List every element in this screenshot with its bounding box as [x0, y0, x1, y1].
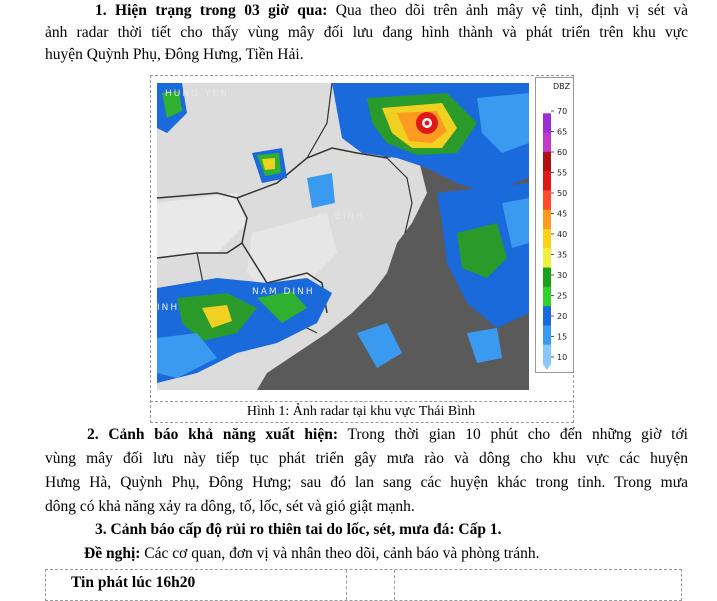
- scale-arrow-icon: [543, 364, 551, 370]
- section1-line1-text: Qua theo dõi trên ảnh mây vệ tinh, định vị sét và: [335, 2, 689, 19]
- section1-heading: 1. Hiện trạng trong 03 giờ qua:: [95, 2, 328, 19]
- scale-color-segment: [543, 113, 551, 133]
- scale-unit: DBZ: [553, 82, 571, 91]
- footer-table: [45, 569, 682, 601]
- section3-heading-text: 3. Cảnh báo cấp độ rủi ro thiên tai do lốc, sét, mưa đá: Cấp 1.: [95, 521, 502, 538]
- figure-caption: Hình 1: Ảnh radar tại khu vực Thái Bình: [150, 401, 572, 422]
- scale-tick-label: 40: [557, 230, 568, 239]
- label-ninh: INH: [157, 303, 180, 313]
- label-ha-nam: A NAM: [157, 202, 197, 212]
- recommendation-line: [84, 543, 688, 565]
- section3-heading: [95, 519, 688, 541]
- scale-tick-label: 55: [557, 168, 568, 178]
- section2-line2: vùng mây đối lưu này tiếp tục phát triển gây mưa rào và dông cho khu vực các huyện: [45, 450, 688, 467]
- scale-color-segment: [543, 190, 551, 210]
- section1-line2: ảnh radar thời tiết cho thấy vùng mây đối lưu đang hình thành và phát triển trên khu vực: [45, 24, 688, 41]
- recommendation-text: Các cơ quan, đơn vị và nhân theo dõi, cảnh báo và phòng tránh.: [144, 545, 540, 562]
- section2-line1-text: Trong thời gian 10 phút cho đến những giờ tới: [347, 426, 688, 443]
- scale-tick-label: 10: [557, 353, 568, 362]
- scale-tick-label: 20: [557, 312, 568, 321]
- scale-color-segment: [543, 325, 551, 345]
- scale-tick-label: 15: [557, 332, 568, 342]
- scale-tick-label: 35: [557, 250, 568, 260]
- scale-tick-label: 30: [557, 271, 568, 280]
- dbz-color-scale: [535, 77, 574, 373]
- scale-color-segment: [543, 229, 551, 249]
- scale-tick-label: 50: [557, 189, 568, 198]
- scale-color-segment: [543, 268, 551, 288]
- scale-color-segment: [543, 171, 551, 191]
- scale-color-segment: [543, 345, 551, 365]
- scale-tick-label: 25: [557, 291, 568, 301]
- section2-heading: 2. Cảnh báo khả năng xuất hiện:: [87, 426, 338, 443]
- label-thai-binh: AI BINH: [317, 212, 366, 222]
- scale-color-segment: [543, 210, 551, 230]
- footer-cell-empty: [346, 570, 395, 600]
- recommendation-label: Đề nghị:: [84, 545, 141, 562]
- section2-line1: [87, 424, 688, 446]
- issued-time: Tin phát lúc 16h20: [71, 574, 196, 591]
- scale-color-segment: [543, 152, 551, 172]
- scale-tick-label: 45: [557, 209, 568, 219]
- radar-image: [157, 83, 529, 390]
- scale-tick-label: 60: [557, 148, 568, 157]
- label-hung-yen: HUNG YEN: [165, 89, 229, 99]
- section1-line3: huyện Quỳnh Phụ, Đông Hưng, Tiền Hải.: [45, 46, 304, 63]
- scale-color-segment: [543, 94, 551, 114]
- section1-line1: [95, 0, 688, 22]
- section2-line4: dông có khả năng xảy ra dông, tố, lốc, sét và gió giật mạnh.: [45, 498, 415, 515]
- scale-color-segment: [543, 248, 551, 268]
- scale-tick-label: 65: [557, 127, 568, 137]
- footer-cell-issued: [46, 570, 347, 600]
- scale-color-segment: [543, 287, 551, 307]
- label-nam-dinh: NAM DINH: [252, 287, 315, 297]
- scale-tick-label: 70: [557, 107, 568, 116]
- scale-color-segment: [543, 133, 551, 153]
- section2-line3: Hưng Hà, Quỳnh Phụ, Đông Hưng; sau đó lan sang các huyện khác trong tỉnh. Trong mưa: [45, 474, 688, 491]
- scale-color-segment: [543, 306, 551, 326]
